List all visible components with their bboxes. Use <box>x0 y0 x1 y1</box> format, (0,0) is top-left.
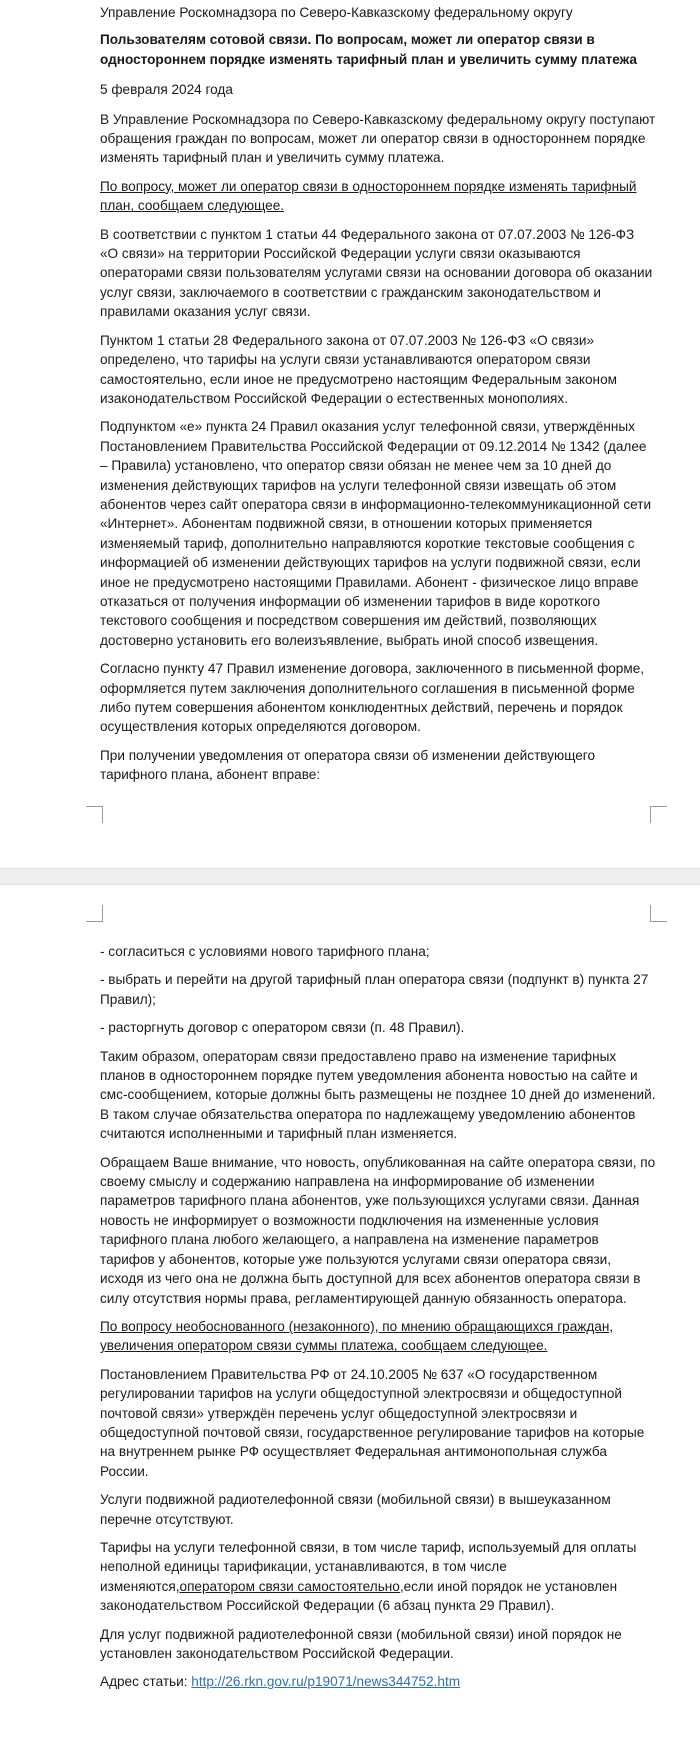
paragraph: Для услуг подвижной радиотелефонной связи (мобильной связи) иной порядок не установлен законодательством Российской Федерации. <box>100 1626 622 1661</box>
page-1-content <box>100 3 656 794</box>
paragraph: Пунктом 1 статьи 28 Федерального закона от 07.07.2003 № 126-ФЗ «О связи» определено, что тарифы на услуги связи устанавливаются оператором связи самостоятельно, если иное не предусмотрено настоящим Федеральным законом изаконодательством Российской Федерации о естественных монополиях. <box>100 332 617 406</box>
section-heading-tariff-change: По вопросу, может ли оператор связи в одностороннем порядке изменять тарифный план, сообщаем следующее. <box>100 178 637 214</box>
paragraph: Обращаем Ваше внимание, что новость, опубликованная на сайте оператора связи, по своему смыслу и содержанию направлена на информирование об изменении параметров тарифного плана абонентов, уже пользующихся услугами связи. Данная новость не информирует о возможности подключения на измененные условия тарифного плана любого желающего, а направлена на изменение параметров тарифов у абонентов, которые уже пользуются услугами связи оператора связи, исходя из чего она не должна быть доступной для всех абонентов оператора связи в силу отсутствия нормы права, регламентирующей данную обязанность оператора. <box>100 1154 656 1306</box>
section-heading-payment-increase: По вопросу необоснованного (незаконного), по мнению обращающихся граждан, увеличения оператором связи суммы платежа, сообщаем следующее. <box>100 1318 614 1354</box>
article-address-link[interactable]: http://26.rkn.gov.ru/p19071/news344752.htm <box>191 1674 461 1690</box>
article-address <box>100 1672 656 1691</box>
paragraph: При получении уведомления от оператора связи об изменении действующего тарифного плана, абонент вправе: <box>100 747 596 783</box>
paragraph: Подпунктом «е» пункта 24 Правил оказания услуг телефонной связи, утверждённых Постановлением Правительства Российской Федерации от 09.12.2014 № 1342 (далее – Правила) установлено, что оператор связи обязан не менее чем за 10 дней до изменения действующих тарифов на услуги телефонной связи извещать об этом абонентов через сайт оператора связи в информационно-телекоммуникационной сети «Интернет». Абонентам подвижной связи, в отношении которых применяется изменяемый тариф, дополнительно направляются короткие текстовые сообщения с информацией об изменении действующих тарифов на услуги подвижной связи, если иное не предусмотрено настоящими Правилами. Абонент - физическое лицо вправе отказаться от получения информации об изменении тарифов в виде короткого текстового сообщения и посредством совершения им действий, позволяющих достоверно установить его волеизъявление, выбрать иной способ извещения. <box>100 419 652 648</box>
list-item: - выбрать и перейти на другой тарифный план оператора связи (подпункт в) пункта 27 Правил); <box>100 972 649 1007</box>
paragraph: Согласно пункту 47 Правил изменение договора, заключенного в письменной форме, оформляется путем заключения дополнительного соглашения в письменной форме либо путем совершения абонентом конклюдентных действий, перечень и порядок осуществления которых определяются договором. <box>100 661 645 735</box>
tariff-paragraph-end: если иной порядок не установлен законодательством Российской Федерации (6 абзац пункта 29 Правил). <box>100 1578 618 1614</box>
paragraph: В Управление Роскомнадзора по Северо-Кавказскому федеральному округу поступают обращения граждан по вопросам, может ли оператор связи в одностороннем порядке изменять тарифный план и увеличить сумму платежа. <box>100 111 656 166</box>
document-page-2 <box>0 885 700 1741</box>
page-corner-mark-bottom-left <box>86 806 103 823</box>
list-item: - согласиться с условиями нового тарифного плана; <box>100 944 430 959</box>
article-date: 5 февраля 2024 года <box>100 82 233 98</box>
list-item: - расторгнуть договор с оператором связи (п. 48 Правил). <box>100 1020 465 1036</box>
page-corner-mark-bottom-right <box>650 806 667 823</box>
paragraph: Таким образом, операторам связи предоставлено право на изменение тарифных планов в одностороннем порядке путем уведомления абонента новостью на сайте и смс-сообщением, которые должны быть размещены не позднее 10 дней до изменений. В таком случае обязательства оператора по надлежащему уведомлению абонентов считаются исполненными и тарифный план изменяется. <box>100 1048 656 1142</box>
paragraph: В соответствии с пунктом 1 статьи 44 Федерального закона от 07.07.2003 № 126-ФЗ «О связи» на территории Российской Федерации услуги связи оказываются операторами связи пользователям услугами связи на основании договора об оказании услуг связи, заключаемого в соответствии с гражданским законодательством и правилами оказания услуг связи. <box>100 226 653 320</box>
tariff-paragraph <box>100 1538 656 1616</box>
tariff-paragraph-underlined: оператором связи самостоятельно, <box>179 1578 404 1594</box>
page-corner-mark-top-left <box>86 905 103 922</box>
page-separator <box>0 868 700 885</box>
page-2-content <box>100 942 656 1701</box>
document-page-1 <box>0 0 700 868</box>
paragraph: Постановлением Правительства РФ от 24.10.2005 № 637 «О государственном регулировании тарифов на услуги общедоступной электросвязи и общедоступной почтовой связи» утверждён перечень услуг общедоступной электросвязи и общедоступной почтовой связи, государственное регулирование тарифов на которые на внутреннем рынке РФ осуществляет Федеральная антимонопольная служба России. <box>100 1366 645 1479</box>
page-corner-mark-top-right <box>650 905 667 922</box>
article-address-label: Адрес статьи: <box>100 1674 188 1690</box>
paragraph: Услуги подвижной радиотелефонной связи (мобильной связи) в вышеуказанном перечне отсутствуют. <box>100 1492 611 1527</box>
article-title: Пользователям сотовой связи. По вопросам, может ли оператор связи в одностороннем порядке изменять тарифный план и увеличить сумму платежа <box>100 32 637 67</box>
organization-header: Управление Роскомнадзора по Северо-Кавказскому федеральному округу <box>100 5 573 20</box>
tariff-paragraph-start: Тарифы на услуги телефонной связи, в том числе тариф, используемый для оплаты неполной единицы тарификации, устанавливаются, в том числе изменяются, <box>100 1539 637 1594</box>
